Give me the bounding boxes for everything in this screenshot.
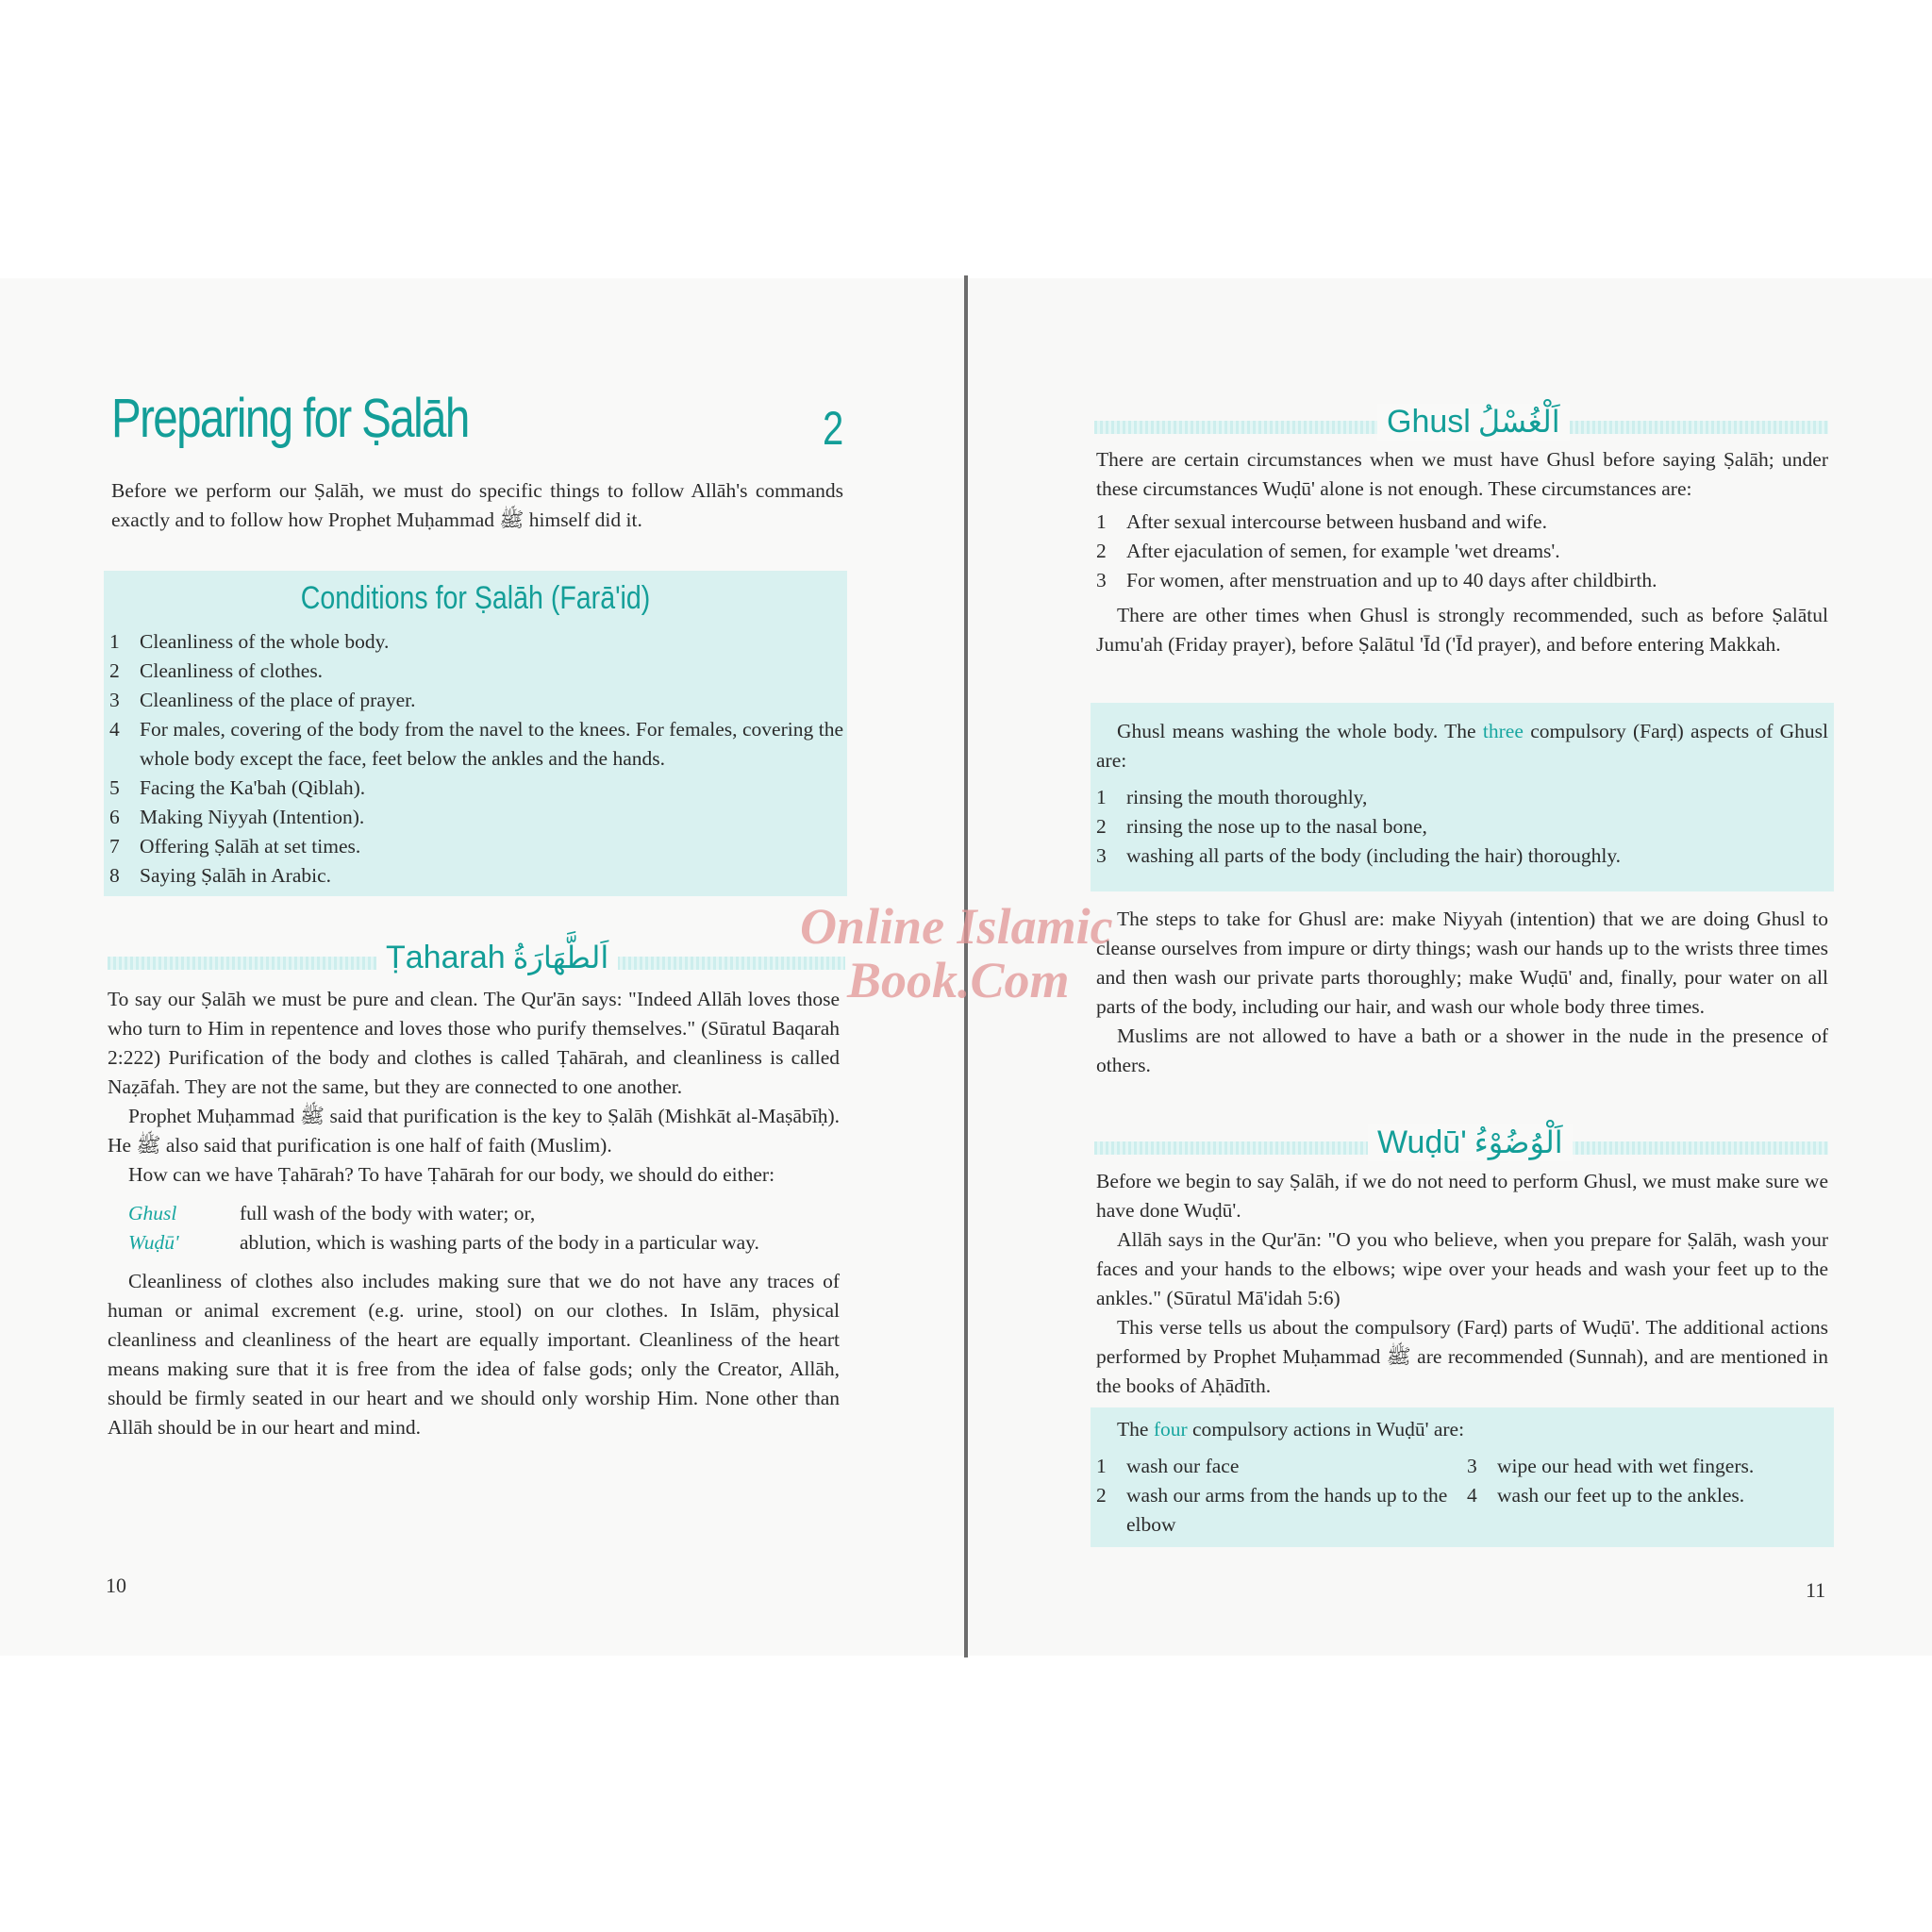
heading-text: Ghusl (1387, 404, 1471, 440)
list-item (109, 832, 843, 861)
heading-arabic: اَلْغُسْلُ (1477, 404, 1560, 440)
highlight-word: four (1153, 1418, 1188, 1441)
item-text: Facing the Ka'bah (Qiblah). (140, 776, 366, 799)
item-number: 4 (1467, 1484, 1477, 1507)
ghusl-paragraph-2: There are other times when Ghusl is strongly recommended, such as before Ṣalātul Jumu'ah (Friday prayer), before Ṣalātul 'Īd ('Īd prayer), and before entering Makkah. (1096, 604, 1828, 656)
item-text: Offering Ṣalāh at set times. (140, 835, 361, 858)
ghusl-steps (1096, 905, 1828, 1080)
term-label: Wuḍū' (128, 1231, 179, 1254)
item-text: Making Niyyah (Intention). (140, 806, 365, 828)
item-number: 5 (109, 776, 120, 799)
heading-arabic: اَلْوُضُوْءُ (1474, 1124, 1563, 1160)
ghusl-circumstances-list (1096, 508, 1828, 595)
item-number: 2 (1096, 815, 1107, 838)
term-list (128, 1199, 840, 1257)
item-text: washing all parts of the body (including the hair) thoroughly. (1126, 844, 1622, 867)
wudu-paragraph-3: This verse tells us about the compulsory (Farḍ) parts of Wuḍū'. The additional actions performed by Prophet Muḥammad ﷺ are recommended (Sunnah), and are mentioned in the books of Aḥādīth. (1096, 1316, 1828, 1397)
item-number: 1 (1096, 510, 1107, 533)
page-number-right: 11 (1806, 1578, 1826, 1602)
taharah-paragraph-1: To say our Ṣalāh we must be pure and clean. The Qur'ān says: "Indeed Allāh loves those who turn to Him in repentence and loves those who purify themselves." (Sūratul Baqarah 2:222) Purification of the body and clothes is called Ṭahārah, and cleanliness is called Naẓāfah. They are not the same, but they are connected to one another. (108, 988, 840, 1098)
list-item (109, 657, 843, 686)
item-text: Cleanliness of the whole body. (140, 630, 390, 653)
heading-text: Wuḍū' (1377, 1124, 1467, 1160)
ghusl-box-content (1096, 717, 1828, 871)
item-text: Cleanliness of clothes. (140, 659, 324, 682)
item-number: 3 (1096, 569, 1107, 591)
intro-text: Before we perform our Ṣalāh, we must do specific things to follow Allāh's commands exactly and to follow how Prophet Muḥammad ﷺ himself did it. (111, 479, 843, 531)
ghusl-aspects-list (1096, 783, 1828, 871)
wudu-heading (1368, 1124, 1573, 1161)
heading-arabic: اَلطَّهَارَةُ (512, 940, 609, 975)
wudu-paragraph-1: Before we begin to say Ṣalāh, if we do not need to perform Ghusl, we must make sure we have done Wuḍū'. (1096, 1170, 1828, 1222)
term-row (128, 1228, 840, 1257)
list-item (1096, 1452, 1457, 1481)
list-item (109, 715, 843, 774)
list-item (1096, 783, 1828, 812)
actions-column-right (1467, 1452, 1828, 1540)
taharah-paragraph-4: Cleanliness of clothes also includes making sure that we do not have any traces of human or animal excrement (e.g. urine, stool) on our clothes. In Islām, physical cleanliness and cleanliness of the heart are equally important. Cleanliness of the heart means making sure that it is free from the idea of false gods; only the Creator, Allāh, should be firmly seated in our heart and we should only worship Him. None other than Allāh should be in our heart and mind. (108, 1270, 840, 1439)
watermark-line-1: Online Islamic (800, 898, 1113, 955)
list-item (109, 861, 843, 891)
term-label: Ghusl (128, 1202, 177, 1224)
taharah-heading-band (108, 940, 845, 981)
intro-text: compulsory (Farḍ) aspects of Ghusl are: (1096, 720, 1829, 772)
item-number: 2 (1096, 1484, 1107, 1507)
item-text: wash our arms from the hands up to the elbow (1126, 1484, 1448, 1536)
item-number: 8 (109, 864, 120, 887)
list-item (1096, 812, 1828, 841)
ghusl-box-intro (1096, 717, 1828, 775)
item-text: rinsing the mouth thoroughly, (1126, 786, 1368, 808)
item-number: 1 (1096, 786, 1107, 808)
intro-text: Ghusl means washing the whole body. The (1117, 720, 1476, 742)
item-number: 4 (109, 718, 120, 741)
heading-text: Ṭaharah (386, 940, 506, 975)
item-text: wash our feet up to the ankles. (1497, 1484, 1745, 1507)
ghusl-paragraph-3: The steps to take for Ghusl are: make Niyyah (intention) that we are doing Ghusl to cleanse ourselves from impure or dirty things; wash our hands up to the wrists three times and then wash our private parts thoroughly; make Wuḍū' and, finally, pour water on all parts of the body, including our hair, and wash our whole body three times. (1096, 908, 1828, 1018)
item-number: 6 (109, 806, 120, 828)
item-number: 1 (109, 630, 120, 653)
wudu-body (1096, 1167, 1828, 1401)
item-text: After sexual intercourse between husband and wife. (1126, 510, 1547, 533)
wudu-box-intro (1096, 1415, 1828, 1444)
ghusl-heading-band (1094, 404, 1828, 445)
ghusl-heading (1377, 404, 1570, 441)
list-item (1096, 1481, 1457, 1540)
conditions-heading: Conditions for Ṣalāh (Farā'id) (300, 580, 651, 616)
list-item (1096, 537, 1828, 566)
item-number: 7 (109, 835, 120, 858)
taharah-paragraph-2: Prophet Muḥammad ﷺ said that purification is the key to Ṣalāh (Mishkāt al-Maṣābīḥ). He ﷺ also said that purification is one half of faith (Muslim). (108, 1105, 840, 1157)
list-item (1467, 1481, 1828, 1510)
wudu-heading-band (1094, 1124, 1828, 1166)
item-text: Saying Ṣalāh in Arabic. (140, 864, 332, 887)
taharah-paragraph-3: How can we have Ṭahārah? To have Ṭahārah for our body, we should do either: (128, 1163, 775, 1186)
item-text: rinsing the nose up to the nasal bone, (1126, 815, 1427, 838)
intro-text: compulsory actions in Wuḍū' are: (1192, 1418, 1465, 1441)
list-item (109, 803, 843, 832)
list-item (1467, 1452, 1828, 1481)
taharah-heading (376, 940, 618, 976)
watermark-line-2: Book.Com (847, 952, 1070, 1008)
item-number: 2 (109, 659, 120, 682)
ghusl-paragraph-1: There are certain circumstances when we must have Ghusl before saying Ṣalāh; under these circumstances Wuḍū' alone is not enough. These circumstances are: (1096, 448, 1828, 500)
page-number-left: 10 (106, 1574, 126, 1597)
chapter-number: 2 (823, 402, 844, 455)
item-number: 3 (1096, 844, 1107, 867)
term-definition: full wash of the body with water; or, (240, 1202, 536, 1224)
ghusl-intro (1096, 445, 1828, 659)
ghusl-paragraph-4: Muslims are not allowed to have a bath or a shower in the nude in the presence of others. (1096, 1024, 1828, 1076)
item-text: For males, covering of the body from the navel to the knees. For females, covering the whole body except the face, feet below the ankles and the hands. (140, 718, 843, 770)
wudu-actions-list (1096, 1452, 1828, 1540)
list-item (109, 774, 843, 803)
item-number: 2 (1096, 540, 1107, 562)
item-text: After ejaculation of semen, for example 'wet dreams'. (1126, 540, 1560, 562)
intro-text: The (1117, 1418, 1149, 1441)
item-text: For women, after menstruation and up to 40 days after childbirth. (1126, 569, 1657, 591)
taharah-body (108, 985, 840, 1442)
term-row (128, 1199, 840, 1228)
item-text: wash our face (1126, 1455, 1240, 1477)
actions-column-left (1096, 1452, 1457, 1540)
item-text: wipe our head with wet fingers. (1497, 1455, 1755, 1477)
wudu-box-content (1096, 1415, 1828, 1540)
list-item (109, 686, 843, 715)
term-definition: ablution, which is washing parts of the body in a particular way. (240, 1231, 759, 1254)
conditions-list (109, 627, 843, 891)
list-item (1096, 508, 1828, 537)
item-number: 3 (109, 689, 120, 711)
item-text: Cleanliness of the place of prayer. (140, 689, 416, 711)
wudu-paragraph-2: Allāh says in the Qur'ān: "O you who believe, when you prepare for Ṣalāh, wash your faces and your hands to the elbows; wipe over your heads and wash your feet up to the ankles." (Sūratul Mā'idah 5:6) (1096, 1228, 1828, 1309)
highlight-word: three (1482, 720, 1524, 742)
item-number: 1 (1096, 1455, 1107, 1477)
chapter-title: Preparing for Ṣalāh (111, 388, 469, 449)
list-item (109, 627, 843, 657)
list-item (1096, 566, 1828, 595)
item-number: 3 (1467, 1455, 1477, 1477)
list-item (1096, 841, 1828, 871)
intro-paragraph (111, 476, 843, 535)
